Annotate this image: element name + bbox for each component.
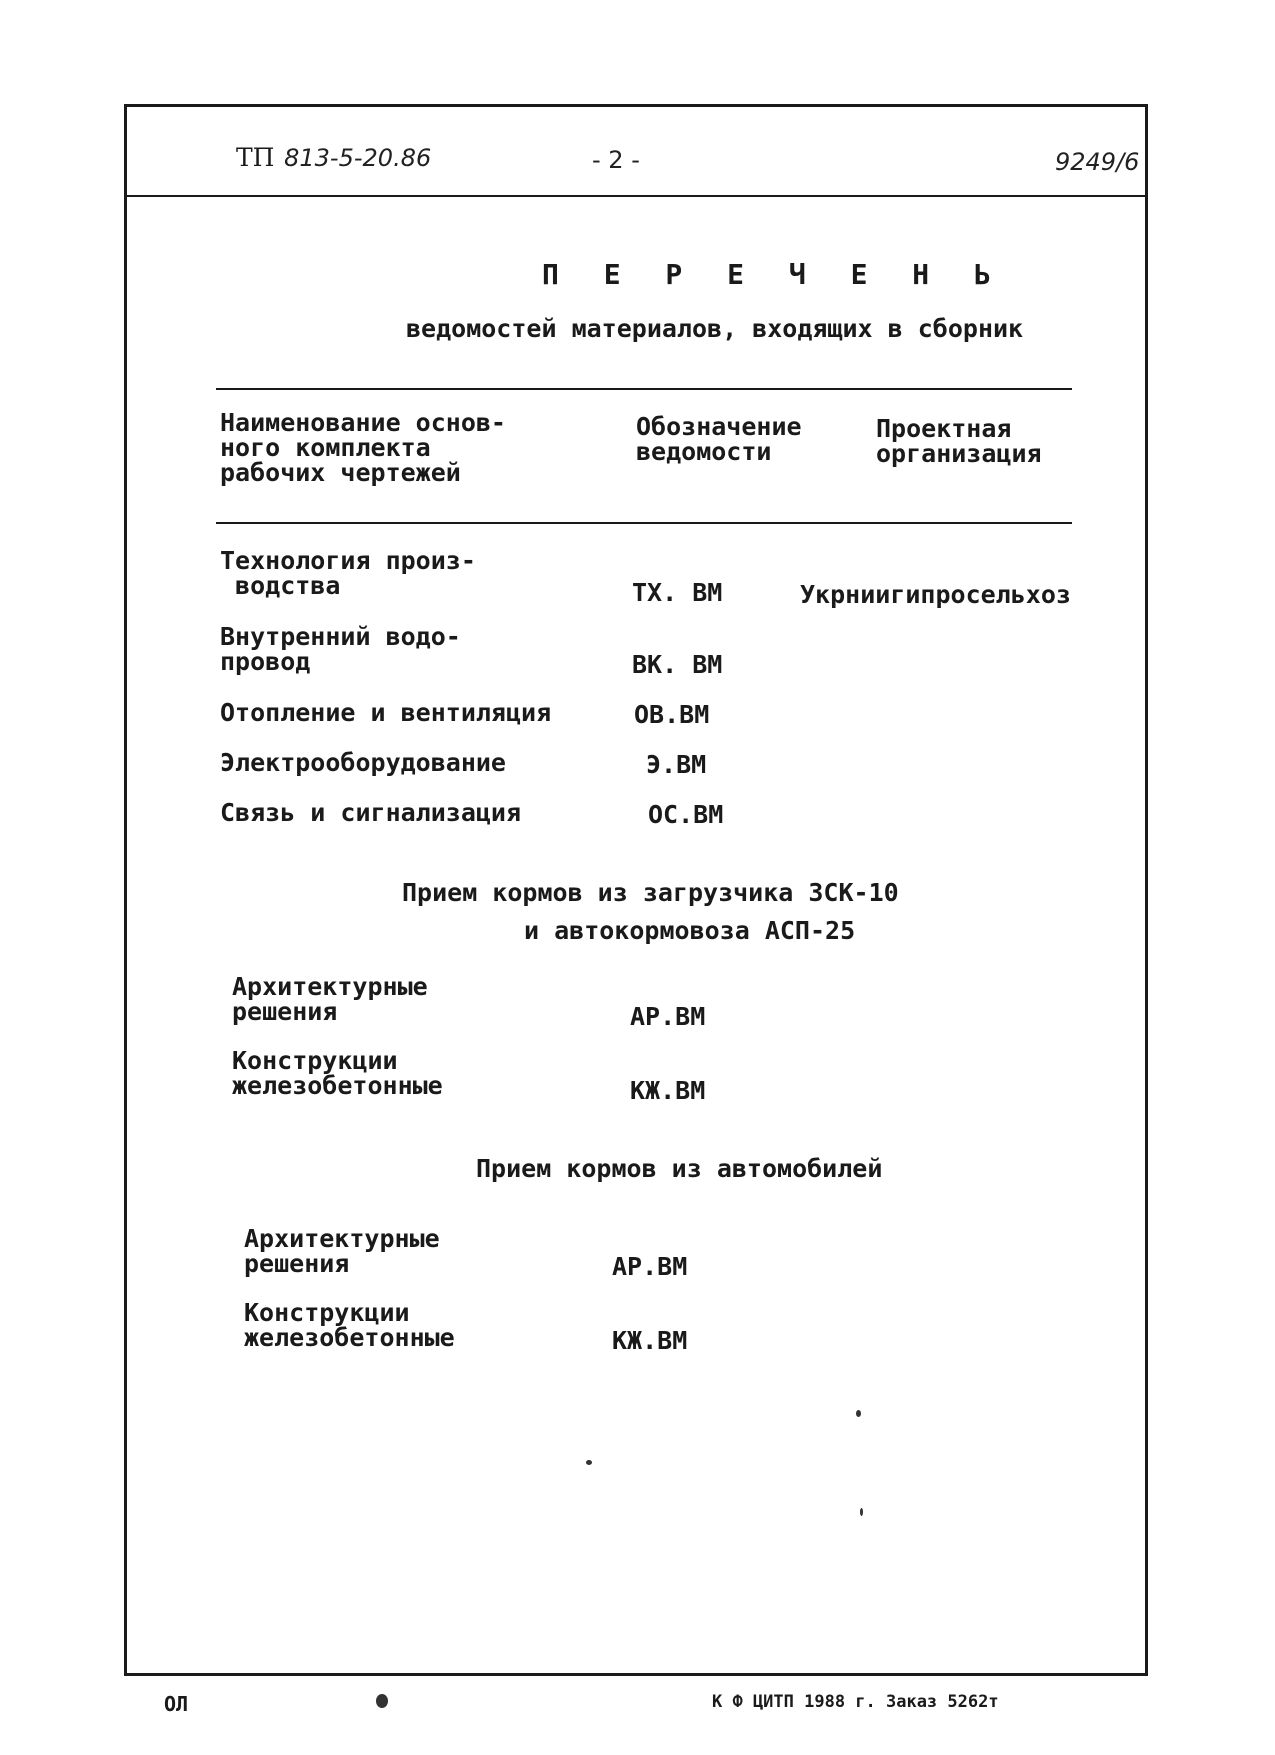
row-org: Укрниигипросельхоз bbox=[800, 580, 1071, 609]
row-name: Конструкции железобетонные bbox=[232, 1046, 443, 1100]
row-name: Архитектурные решения bbox=[244, 1224, 440, 1278]
doc-code bbox=[236, 144, 431, 172]
row-code: ОС.ВМ bbox=[648, 800, 724, 829]
section-title: Прием кормов из автомобилей bbox=[476, 1154, 883, 1183]
scan-speck bbox=[586, 1460, 592, 1465]
row-name: Связь и сигнализация bbox=[220, 798, 522, 827]
row-name: Электрооборудование bbox=[220, 748, 506, 777]
table-top-rule bbox=[216, 388, 1072, 390]
row-code: ТХ. ВМ bbox=[632, 578, 723, 607]
row-name: Конструкции железобетонные bbox=[244, 1298, 455, 1352]
row-code: ОВ.ВМ bbox=[634, 700, 710, 729]
row-code: АР.ВМ bbox=[630, 1002, 706, 1031]
column-header-code: Обозначение ведомости bbox=[636, 412, 802, 466]
row-code: Э.ВМ bbox=[646, 750, 707, 779]
header-divider bbox=[127, 195, 1145, 197]
scan-speck bbox=[376, 1694, 388, 1708]
scan-speck bbox=[856, 1410, 861, 1417]
footer-imprint: К Ф ЦИТП 1988 г. Заказ 5262т bbox=[712, 1692, 999, 1712]
footer-mark: ОЛ bbox=[164, 1692, 189, 1716]
page-number: - 2 - bbox=[592, 146, 640, 174]
row-name: Архитектурные решения bbox=[232, 972, 428, 1026]
section-title: Прием кормов из загрузчика ЗСК-10 bbox=[402, 878, 899, 907]
row-code: КЖ.ВМ bbox=[612, 1326, 688, 1355]
doc-code-number: 813-5-20.86 bbox=[284, 144, 432, 172]
column-header-name: Наименование основ- ного комплекта рабочих чертежей bbox=[220, 408, 506, 487]
doc-code-prefix: ТП bbox=[236, 143, 275, 172]
row-name: Отопление и вентиляция bbox=[220, 698, 552, 727]
row-name: Внутренний водо- провод bbox=[220, 622, 461, 676]
row-code: АР.ВМ bbox=[612, 1252, 688, 1281]
scan-speck bbox=[860, 1508, 863, 1516]
row-name: Технология произ- водства bbox=[220, 546, 476, 600]
page-subtitle: ведомостей материалов, входящих в сборник bbox=[406, 314, 1024, 343]
sheet-number: 9249/6 bbox=[1055, 148, 1140, 176]
table-header-rule bbox=[216, 522, 1072, 524]
page-title: П Е Р Е Ч Е Н Ь bbox=[542, 258, 1005, 291]
section-title: и автокормовоза АСП-25 bbox=[524, 916, 856, 945]
row-code: ВК. ВМ bbox=[632, 650, 723, 679]
column-header-org: Проектная организация bbox=[876, 414, 1042, 468]
row-code: КЖ.ВМ bbox=[630, 1076, 706, 1105]
